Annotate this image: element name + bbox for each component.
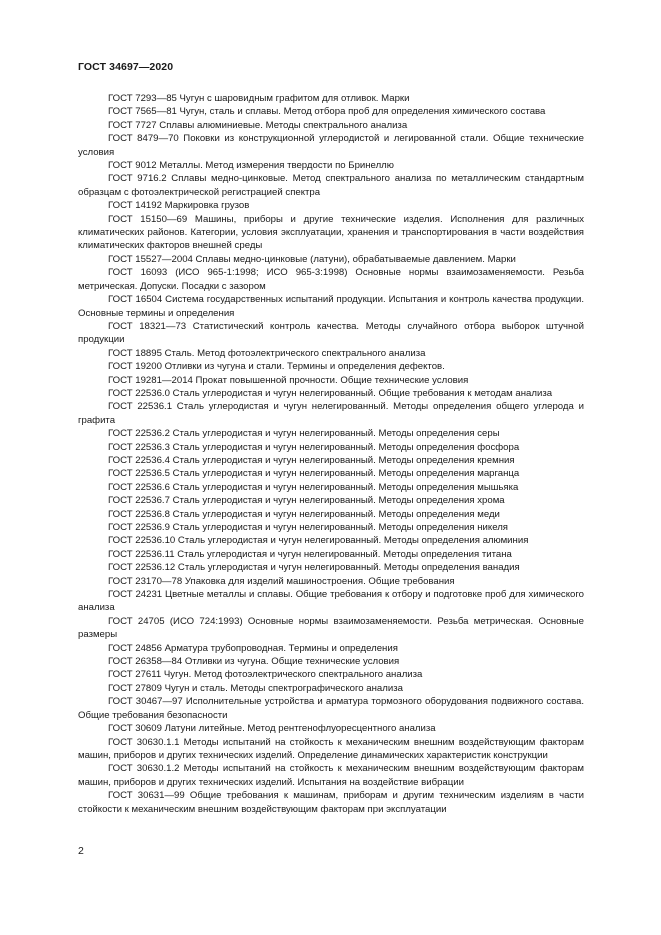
reference-entry: ГОСТ 22536.6 Сталь углеродистая и чугун нелегированный. Методы определения мышьяка [108, 481, 519, 493]
reference-entry: ГОСТ 9716.2 Сплавы медно-цинковые. Метод спектрального анализа по металлическим стандартным образцам с фотоэлектрической регистрацией спектра [78, 173, 584, 198]
reference-entry: ГОСТ 30630.1.2 Методы испытаний на стойкость к механическим внешним воздействующим факторам машин, приборов и других технических изделий. Испытания на воздействие вибрации [78, 763, 584, 788]
reference-entry: ГОСТ 22536.9 Сталь углеродистая и чугун нелегированный. Методы определения никеля [108, 522, 509, 533]
reference-entry: ГОСТ 22536.11 Сталь углеродистая и чугун нелегированный. Методы определения титана [108, 548, 512, 560]
reference-entry: ГОСТ 22536.7 Сталь углеродистая и чугун нелегированный. Методы определения хрома [108, 495, 505, 507]
reference-entry: ГОСТ 22536.4 Сталь углеродистая и чугун нелегированный. Методы определения кремния [108, 454, 515, 466]
reference-entry: ГОСТ 16504 Система государственных испытаний продукции. Испытания и контроль качества продукции. Основные термины и определения [78, 294, 584, 319]
reference-entry: ГОСТ 30630.1.1 Методы испытаний на стойкость к механическим внешним воздействующим факторам машин, приборов и других технических изделий. Определение динамических характеристик конструкции [78, 736, 584, 761]
document-header: ГОСТ 34697—2020 [78, 61, 174, 73]
reference-entry: ГОСТ 30631—99 Общие требования к машинам, приборам и другим техническим изделиям в части стойкости к механическим внешним воздействующим факторам при эксплуатации [78, 790, 584, 815]
reference-entry: ГОСТ 22536.1 Сталь углеродистая и чугун нелегированный. Методы определения общего углерода и графита [78, 401, 584, 426]
reference-entry: ГОСТ 22536.8 Сталь углеродистая и чугун нелегированный. Методы определения меди [108, 508, 500, 520]
reference-entry: ГОСТ 15150—69 Машины, приборы и другие технические изделия. Исполнения для различных климатических районов. Категории, условия эксплуатации, хранения и транспортирования в части воздействия климатических факторов внешней среды [78, 213, 584, 252]
reference-entry: ГОСТ 22536.2 Сталь углеродистая и чугун нелегированный. Методы определения серы [108, 428, 500, 440]
reference-entry: ГОСТ 7565—81 Чугун, сталь и сплавы. Метод отбора проб для определения химического состава [108, 106, 546, 118]
reference-entry: ГОСТ 22536.0 Сталь углеродистая и чугун нелегированный. Общие требования к методам анализа [108, 387, 553, 399]
reference-entry: ГОСТ 8479—70 Поковки из конструкционной углеродистой и легированной стали. Общие технические условия [78, 133, 584, 158]
reference-entry: ГОСТ 27611 Чугун. Метод фотоэлектрического спектрального анализа [108, 669, 423, 681]
reference-entry: ГОСТ 24856 Арматура трубопроводная. Термины и определения [108, 642, 398, 654]
reference-entry: ГОСТ 22536.12 Сталь углеродистая и чугун нелегированный. Методы определения ванадия [108, 562, 520, 574]
reference-entry: ГОСТ 30609 Латуни литейные. Метод рентгенофлуоресцентного анализа [108, 723, 436, 735]
reference-entry: ГОСТ 16093 (ИСО 965-1:1998; ИСО 965-3:1998) Основные нормы взаимозаменяемости. Резьба метрическая. Допуски. Посадки с зазором [78, 267, 584, 292]
reference-entry: ГОСТ 22536.5 Сталь углеродистая и чугун нелегированный. Методы определения марганца [108, 468, 520, 480]
reference-entry: ГОСТ 26358—84 Отливки из чугуна. Общие технические условия [108, 656, 400, 668]
reference-entry: ГОСТ 23170—78 Упаковка для изделий машиностроения. Общие требования [108, 575, 455, 587]
reference-entry: ГОСТ 19281—2014 Прокат повышенной прочности. Общие технические условия [108, 374, 469, 386]
reference-entry: ГОСТ 9012 Металлы. Метод измерения твердости по Бринеллю [108, 160, 394, 172]
reference-entry: ГОСТ 24705 (ИСО 724:1993) Основные нормы взаимозаменяемости. Резьба метрическая. Основные размеры [78, 615, 584, 641]
reference-entry: ГОСТ 14192 Маркировка грузов [108, 200, 250, 212]
reference-entry: ГОСТ 18895 Сталь. Метод фотоэлектрического спектрального анализа [108, 347, 426, 359]
reference-entry: ГОСТ 22536.3 Сталь углеродистая и чугун нелегированный. Методы определения фосфора [108, 441, 520, 453]
reference-entry: ГОСТ 27809 Чугун и сталь. Методы спектрографического анализа [108, 682, 403, 694]
reference-entry: ГОСТ 30467—97 Исполнительные устройства и арматура тормозного оборудования подвижного состава. Общие требования безопасности [78, 696, 584, 721]
reference-entry: ГОСТ 24231 Цветные металлы и сплавы. Общие требования к отбору и подготовке проб для химического анализа [78, 589, 584, 614]
normative-references-list [78, 92, 584, 816]
reference-entry: ГОСТ 7293—85 Чугун с шаровидным графитом для отливок. Марки [108, 93, 410, 104]
reference-entry: ГОСТ 7727 Сплавы алюминиевые. Методы спектрального анализа [108, 119, 408, 131]
reference-entry: ГОСТ 22536.10 Сталь углеродистая и чугун нелегированный. Методы определения алюминия [108, 535, 529, 547]
reference-entry: ГОСТ 18321—73 Статистический контроль качества. Методы случайного отбора выборок штучной продукции [78, 320, 584, 346]
page-number: 2 [78, 845, 84, 857]
reference-entry: ГОСТ 15527—2004 Сплавы медно-цинковые (латуни), обрабатываемые давлением. Марки [108, 253, 516, 265]
reference-entry: ГОСТ 19200 Отливки из чугуна и стали. Термины и определения дефектов. [108, 361, 445, 373]
